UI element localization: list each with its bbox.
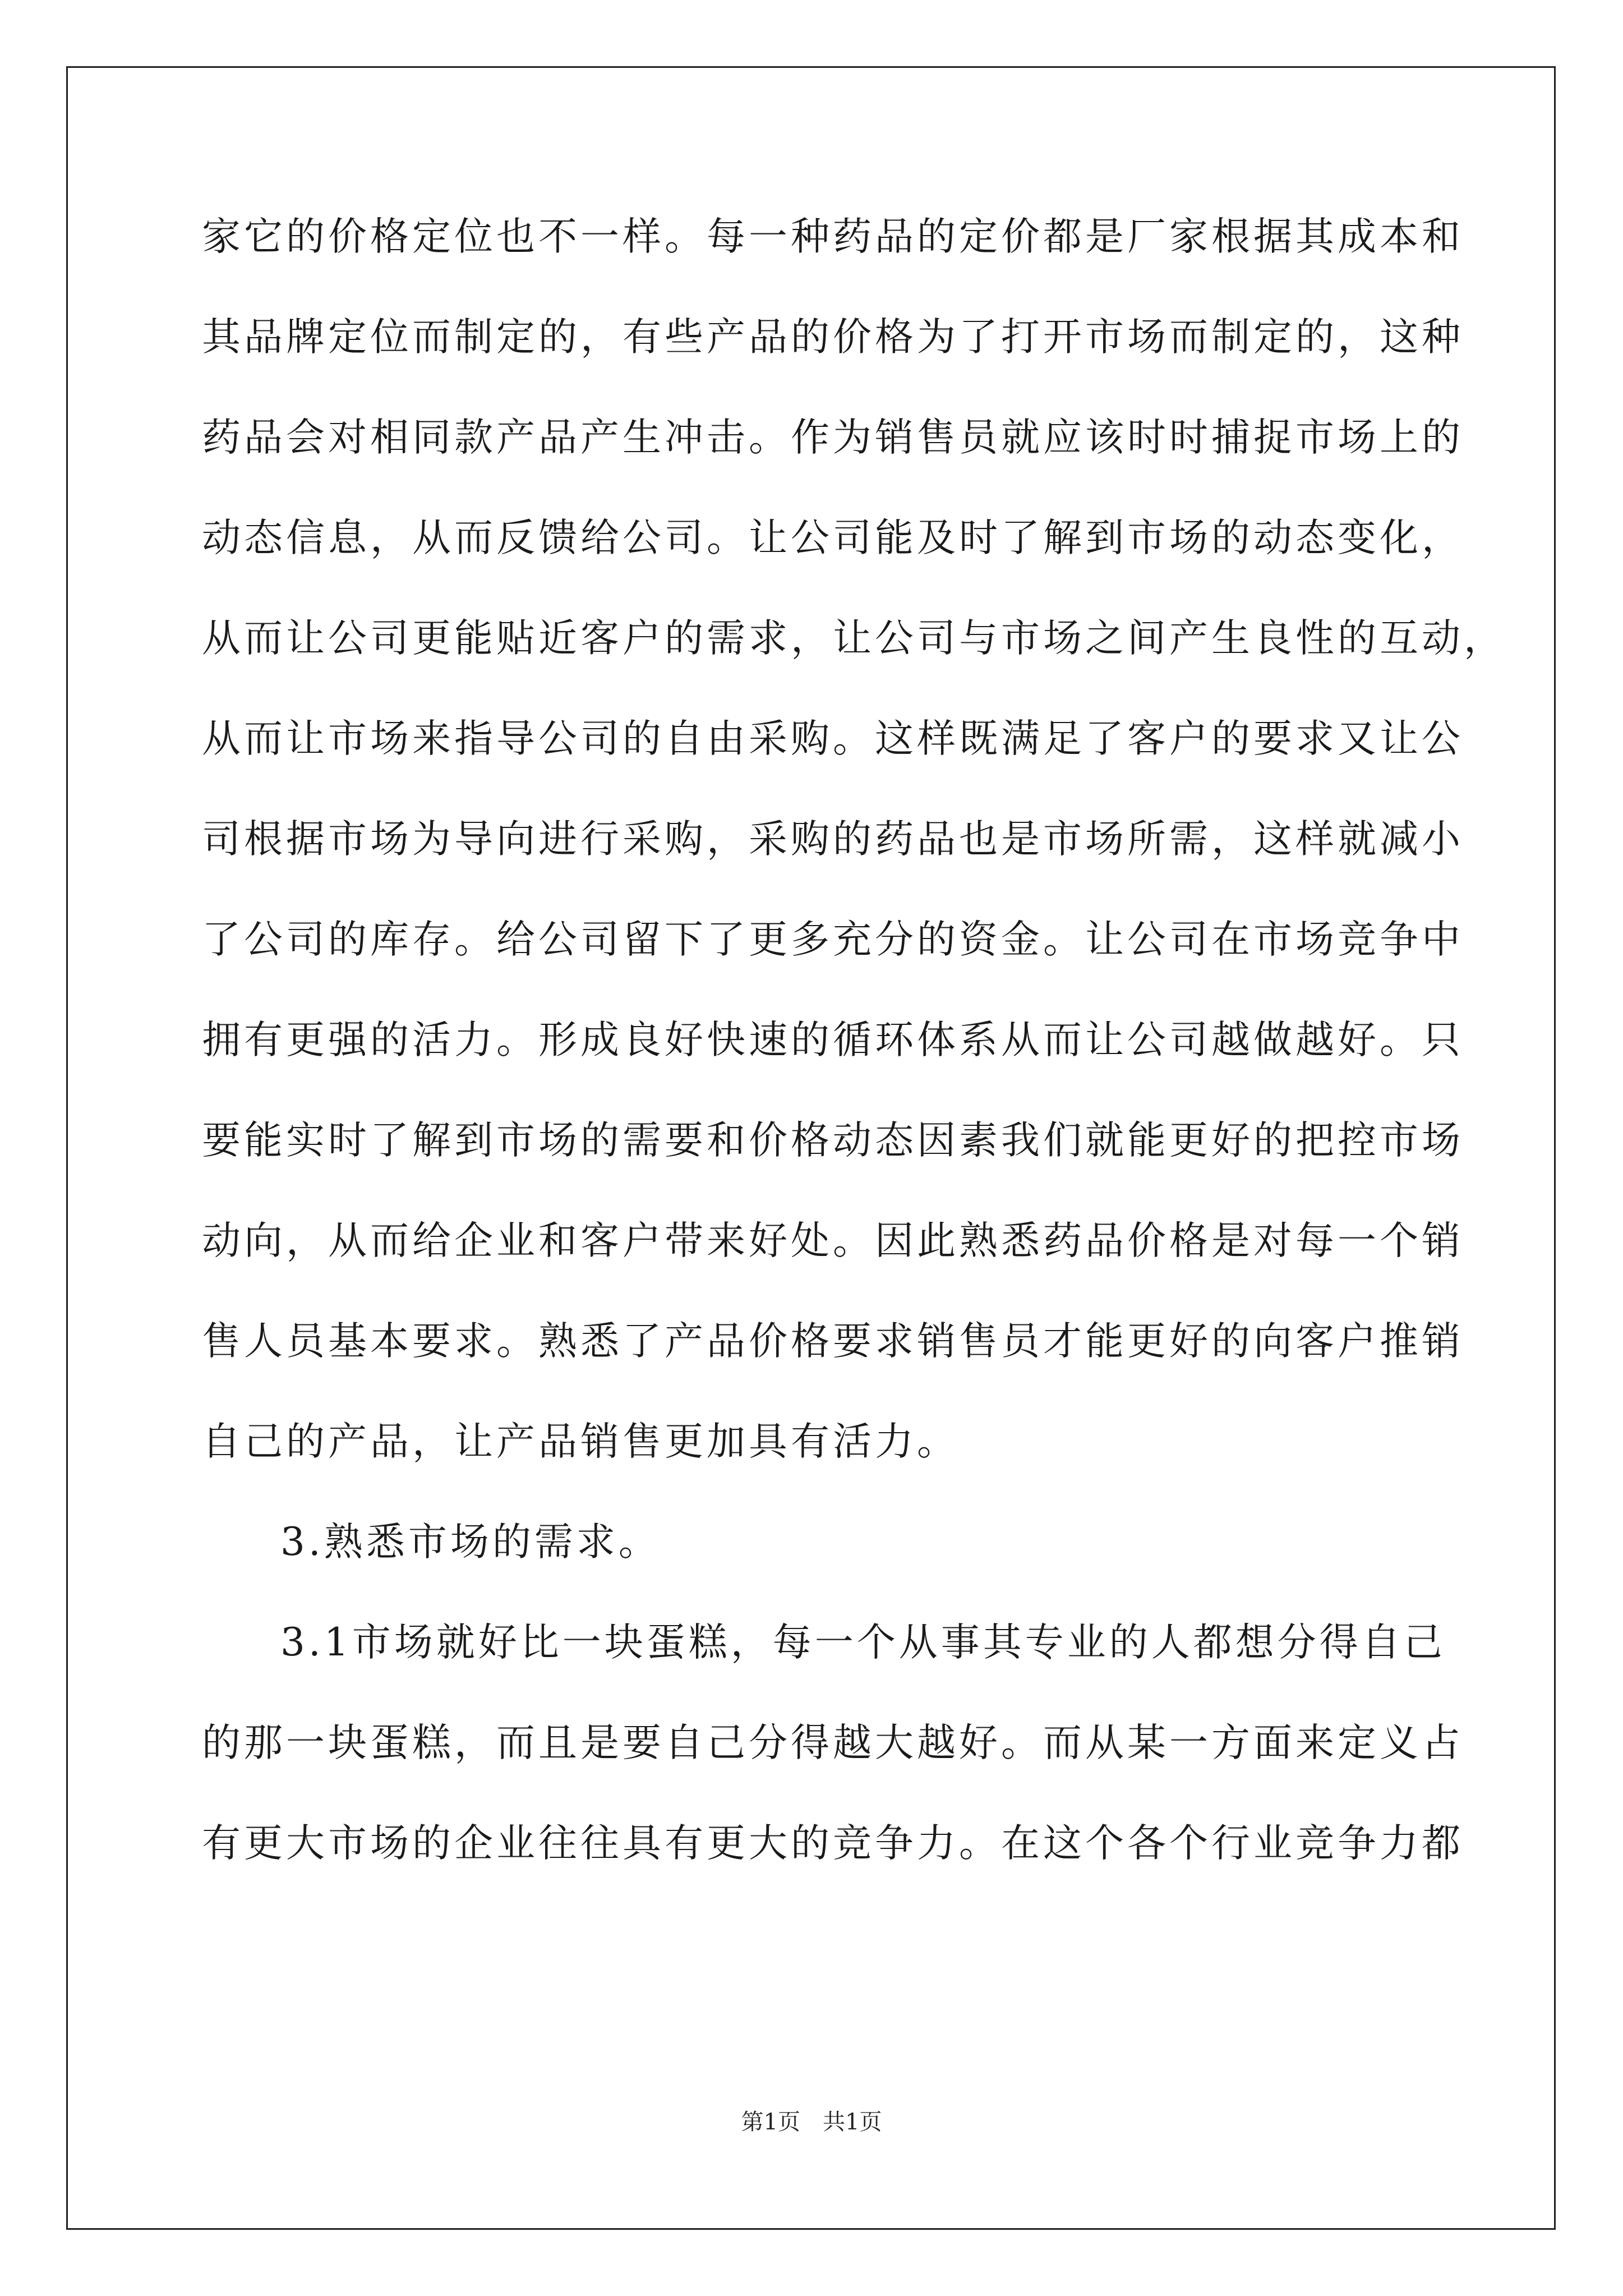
text-line: 售人员基本要求。熟悉了产品价格要求销售员才能更好的向客户推销 <box>202 1319 1464 1364</box>
text-line: 动态信息，从而反馈给公司。让公司能及时了解到市场的动态变化， <box>202 516 1464 560</box>
section-heading: 3.熟悉市场的需求。 <box>280 1520 661 1565</box>
text-line: 3.1市场就好比一块蛋糕，每一个从事其专业的人都想分得自己 <box>280 1620 1446 1665</box>
text-line: 要能实时了解到市场的需要和价格动态因素我们就能更好的把控市场 <box>202 1118 1464 1163</box>
text-line: 拥有更强的活力。形成良好快速的循环体系从而让公司越做越好。只 <box>202 1018 1464 1062</box>
text-line: 家它的价格定位也不一样。每一种药品的定价都是厂家根据其成本和 <box>202 214 1464 259</box>
page-number-footer: 第1页 共1页 <box>741 2109 882 2135</box>
text-line: 药品会对相同款产品产生冲击。作为销售员就应该时时捕捉市场上的 <box>202 415 1464 460</box>
text-line: 其品牌定位而制定的，有些产品的价格为了打开市场而制定的，这种 <box>202 315 1464 360</box>
text-line: 司根据市场为导向进行采购，采购的药品也是市场所需，这样就减小 <box>202 817 1464 862</box>
text-line: 的那一块蛋糕，而且是要自己分得越大越好。而从某一方面来定义占 <box>202 1720 1464 1765</box>
text-line: 从而让公司更能贴近客户的需求，让公司与市场之间产生良性的互动， <box>202 616 1506 661</box>
text-line: 从而让市场来指导公司的自由采购。这样既满足了客户的要求又让公 <box>202 716 1464 761</box>
text-line: 了公司的库存。给公司留下了更多充分的资金。让公司在市场竞争中 <box>202 917 1464 962</box>
text-line: 自己的产品，让产品销售更加具有活力。 <box>202 1419 959 1464</box>
text-line: 有更大市场的企业往往具有更大的竞争力。在这个各个行业竞争力都 <box>202 1821 1464 1866</box>
text-line: 动向，从而给企业和客户带来好处。因此熟悉药品价格是对每一个销 <box>202 1218 1464 1263</box>
